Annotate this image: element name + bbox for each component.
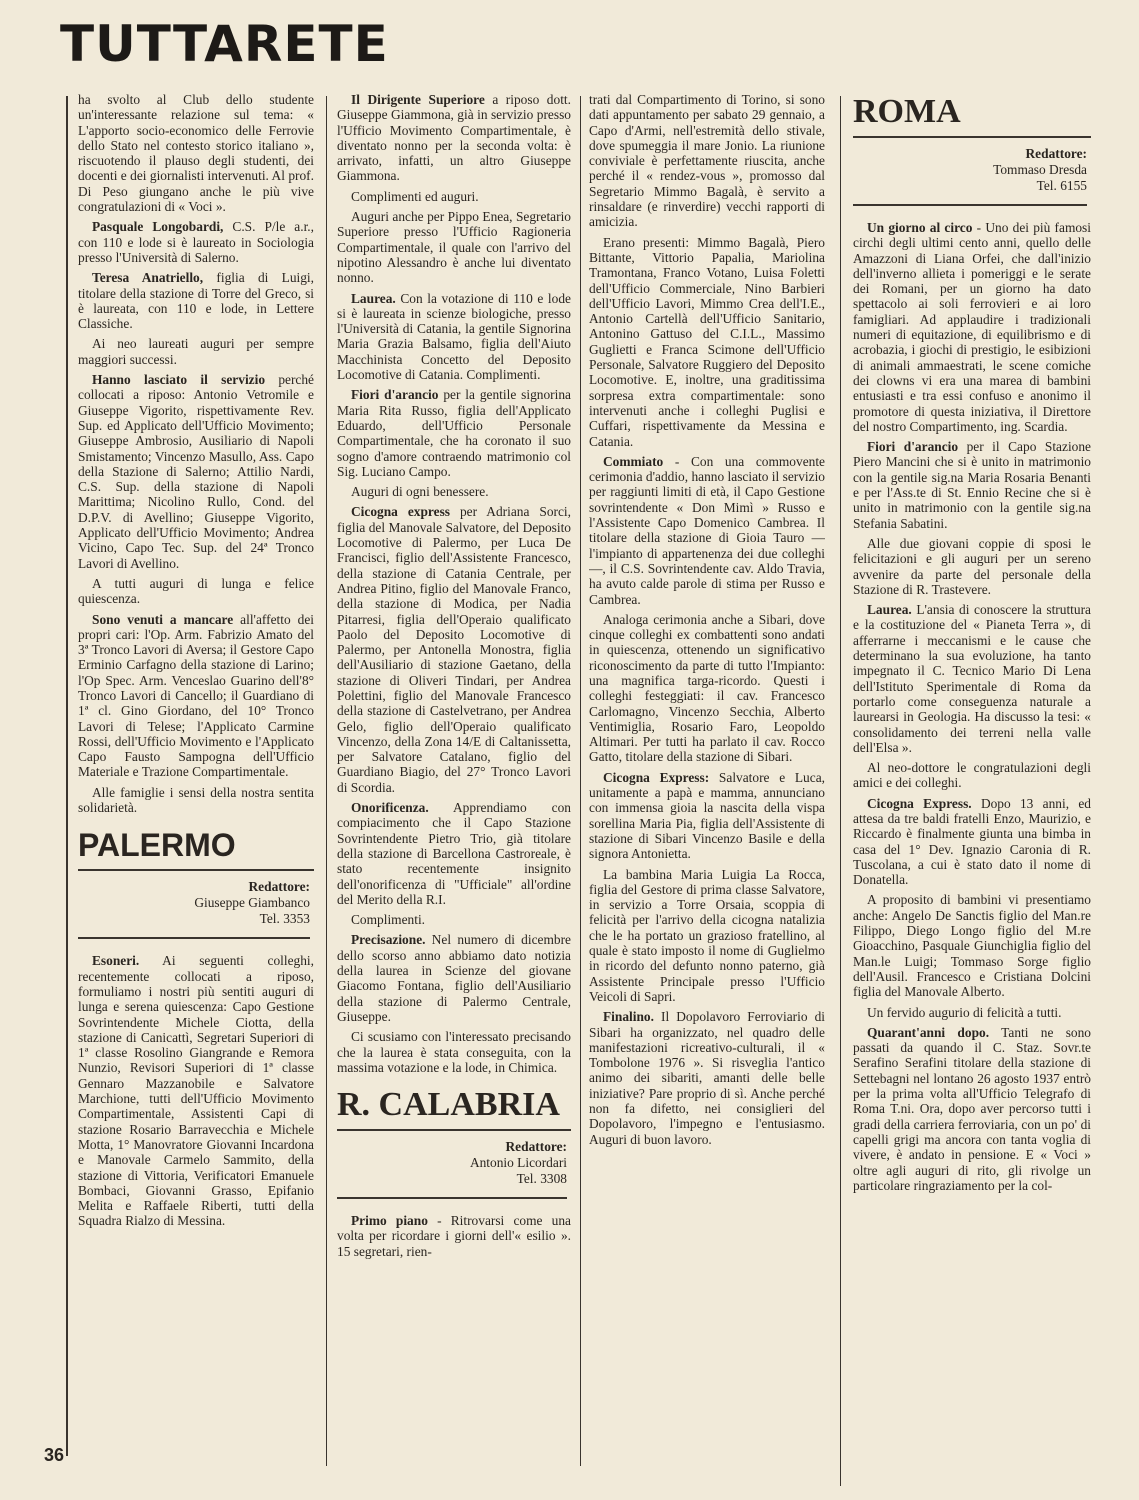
paragraph: Cicogna Express: Salvatore e Luca, unitamente a papà e mamma, annunciano con immensa gioia la nascita della vispa sorellina Maria Pia, figlia dell'Assistente di stazione di Sibari Vincenzo Basile e della signora Antonietta. <box>589 769 825 862</box>
section-title-palermo: PALERMO <box>78 825 314 871</box>
editor-label: Redattore: <box>505 1139 567 1155</box>
editor-tel: Tel. 3308 <box>516 1171 567 1187</box>
paragraph: Erano presenti: Mimmo Bagalà, Piero Bittante, Vittorio Papalia, Mariolina Tramontana, Franco Votano, Luisa Foletti dell'Ufficio Commerciale, Nino Barbieri dell'Ufficio Lavori, Mimmo Crea dell'I.E., Antonio Cartellà dell'Ufficio Sanitario, Antonino Gattuso del C.I.L., Massimo Guglietti e Franca Scimone dell'Ufficio Personale, Salvatore Ruggiero del Deposito Locomotive. E, inoltre, una graditissima sorpresa extra compartimentale: sono intervenuti anche i colleghi Puglisi e Cuffari, rispettivamente da Messina e Catania. <box>589 234 825 449</box>
paragraph: Un giorno al circo - Uno dei più famosi circhi degli ultimi cento anni, quello delle Amazzoni di Liana Orfei, che dall'inizio dell'inverno allieta i pomeriggi e le serate dei Romani, per un giorno ha dato spettacolo ai soli ferrovieri e ai loro famigliari. Ad applaudire i tradizionali numeri di equitazione, di equilibrismo e di acrobazia, i giochi di prestigio, le esibizioni di animali ammaestrati, le scene comiche dei clowns vi era una marea di bambini entusiasti e tra essi confuso e anonimo il promotore di questa iniziativa, il Direttore del nostro Compartimento, ing. Scardia. <box>853 220 1091 434</box>
paragraph: Ai neo laureati auguri per sempre maggiori successi. <box>78 336 314 367</box>
column-1 <box>78 92 314 1462</box>
paragraph: Il Dirigente Superiore a riposo dott. Giuseppe Giammona, già in servizio presso l'Ufficio Movimento Compartimentale, è diventato nonno per la seconda volta: è arrivato, infatti, un altro Giuseppe Giammona. <box>337 92 571 184</box>
column-3 <box>589 92 825 1467</box>
paragraph: trati dal Compartimento di Torino, si sono dati appuntamento per sabato 29 gennaio, a Capo d'Armi, nell'estremità dello stivale, dove spumeggia il mare Jonio. La riunione conviviale è perfettamente riuscita, anche perché il « rendez-vous », promosso dal Segretario Mimmo Bagalà, è servito a rinsaldare (e rinverdire) vecchi rapporti di amicizia. <box>589 92 825 230</box>
editor-box <box>853 146 1087 206</box>
paragraph: A proposito di bambini vi presentiamo anche: Angelo De Sanctis figlio del Man.re Filippo, Diego Longo figlio del M.re Gioacchino, Pasquale Giunchiglia figlio del Man.le Luigi; Tommaso Sorge figlio dell'Ausil. Francesco e Cristiana Dolcini figlia del Manovale Alberto. <box>853 892 1091 1000</box>
section-title-roma: ROMA <box>853 92 1091 138</box>
column-4 <box>853 92 1091 1487</box>
paragraph: Complimenti. <box>351 912 426 928</box>
column-rule <box>326 96 327 1466</box>
paragraph: Ci scusiamo con l'interessato precisando che la laurea è stata conseguita, con la massima votazione e la lode, in Chimica. <box>337 1029 571 1075</box>
section-title-calabria: R. CALABRIA <box>337 1085 571 1131</box>
paragraph: Finalino. Il Dopolavoro Ferroviario di Sibari ha organizzato, nel quadro delle manifestazioni ricreativo-culturali, il « Tombolone 1976 ». Si risveglia l'antico animo dei sibariti, amanti delle belle iniziative? Pare proprio di sì. Anche perché non fa difetto, nei consiglieri del Dopolavoro, l'impegno e l'entusiasmo. Auguri di buon lavoro. <box>589 1009 825 1147</box>
editor-tel: Tel. 6155 <box>1036 178 1087 193</box>
editor-name: Antonio Licordari <box>469 1155 567 1171</box>
paragraph: ha svolto al Club dello studente un'interessante relazione sul tema: « L'apporto socio-economico delle Ferrovie dello Stato nel contesto storico italiano », riscuotendo il plauso degli studenti, dei docenti e dei giornalisti intervenuti. Al prof. Di Peso giungano anche le più vive congratulazioni di « Voci ». <box>78 92 314 215</box>
paragraph: Hanno lasciato il servizio perché collocati a riposo: Antonio Vetromile e Giuseppe Vigorito, rispettivamente Rev. Sup. ed Applicato dell'Ufficio Movimento; Giuseppe Ambrosio, Ausiliario di Napoli Smistamento; Vincenzo Masullo, Ass. Capo della Stazione di Salerno; Attilio Nardi, C.S. Sup. della stazione di Napoli Marittima; Nicolino Rullo, Cond. del D.P.V. di Avellino; Giuseppe Vigorito, Applicato dell'Ufficio Movimento; Andrea Vicino, Capo Tec. Sup. del 24ª Tronco Lavori di Avellino. <box>78 372 314 571</box>
column-rule <box>580 96 581 1466</box>
paragraph: Alle due giovani coppie di sposi le felicitazioni e gli auguri per un sereno avvenire da parte del personale della Stazione di R. Trastevere. <box>853 535 1091 597</box>
paragraph: Precisazione. Nel numero di dicembre dello scorso anno abbiamo dato notizia della laurea in Scienze del giovane Giacomo Fontana, figlio dell'Ausiliario della stazione di Palermo Centrale, Giuseppe. <box>337 932 571 1024</box>
paragraph: Cicogna express per Adriana Sorci, figlia del Manovale Salvatore, del Deposito Locomotive di Palermo, per Luca De Francisci, figlio dell'Assistente Francesco, della stazione di Catania Centrale, per Andrea Pitino, figlio del Manovale Franco, della stazione di Modica, per Nadia Pitarresi, figlia dell'Operaio qualificato Paolo del Deposito Locomotive di Palermo, per Antonella Monostra, figlia dell'Ausiliario di stazione Gaetano, della stazione di Oliveri Tindari, per Andrea Polettini, figlio del Manovale Francesco della stazione di Castelvetrano, per Andrea Gelo, figlio dell'Operaio qualificato Vincenzo, della Zona 14/E di Caltanissetta, per Salvatore Catalano, figlio del Guardiano Biagio, del 27° Tronco Lavori di Scordia. <box>337 504 571 795</box>
paragraph: Auguri di ogni benessere. <box>351 484 489 500</box>
paragraph: A tutti auguri di lunga e felice quiescenza. <box>78 575 314 607</box>
paragraph: Commiato - Con una commovente cerimonia d'addio, hanno lasciato il servizio per raggiunti limiti di età, il Capo Gestione sovrintendente « Don Mimì » Russo e l'Assistente Capo Domenico Cambrea. Il titolare della stazione di Gioia Tauro — l'impianto di appartenenza dei due colleghi —, il C.S. Sovrintendente cav. Aldo Travia, ha avuto calde parole di stima per Russo e Cambrea. <box>589 453 825 607</box>
paragraph: Auguri anche per Pippo Enea, Segretario Superiore presso l'Ufficio Ragioneria Compartimentale, il quale con l'arrivo del nipotino Alessandro è anche lui diventato nonno. <box>337 209 571 286</box>
editor-name: Giuseppe Giambanco <box>194 895 310 911</box>
paragraph: Fiori d'arancio per il Capo Stazione Piero Mancini che si è unito in matrimonio con la gentile sig.na Maria Rosaria Benanti e per l'Ass.te di St. Ennio Recine che si è unito in matrimonio con la gentile sig.na Stefania Sabatini. <box>853 439 1091 531</box>
editor-box <box>78 879 310 939</box>
paragraph: Primo piano - Ritrovarsi come una volta per ricordare i giorni dell'« esilio ». 15 segretari, rien- <box>337 1213 571 1259</box>
paragraph: Laurea. Con la votazione di 110 e lode si è laureata in scienze biologiche, presso l'Università di Catania, la gentile Signorina Maria Grazia Balsamo, figlia dell'Aiuto Macchinista Concetto del Deposito Locomotive di Catania. Complimenti. <box>337 290 571 383</box>
paragraph: Esoneri. Ai seguenti colleghi, recentemente collocati a riposo, formuliamo i nostri più sentiti auguri di lunga e serena quiescenza: Capo Gestione Sovrintendente Michele Ciotta, della stazione di Canicattì, Segretari Superiori di 1ª classe Rosolino Giangrande e Remora Nunzio, Revisori Superiori di 1ª classe Gennaro Mazzanobile e Salvatore Marchione, tutti dell'Ufficio Movimento Compartimentale, Assistenti Capi di stazione Rosario Barravecchia e Michele Motta, 1° Manovratore Giovanni Incardona e Manovale Carmelo Sammito, della stazione di Vittoria, Verificatori Emanuele Bombaci, Giovanni Grasso, Epifanio Melita e Raffaele Riberti, tutti della Squadra Rialzo di Messina. <box>78 953 314 1229</box>
column-rule <box>840 96 841 1486</box>
paragraph: Cicogna Express. Dopo 13 anni, ed attesa da tre baldi fratelli Enzo, Maurizio, e Riccardo è finalmente giunta una bimba in casa del 1° Dev. Ignazio Caronia di R. Tuscolana, a cui è stato dato il nome di Donatella. <box>853 795 1091 888</box>
masthead: TUTTARETE <box>60 15 389 73</box>
paragraph: Un fervido augurio di felicità a tutti. <box>867 1004 1062 1020</box>
editor-name: Tommaso Dresda <box>993 162 1087 177</box>
paragraph: Analoga cerimonia anche a Sibari, dove cinque colleghi ex combattenti sono andati in quiescenza, ottenendo un significativo riconoscimento da parte di tutto l'Impianto: una magnifica targa-ricordo. Questi i colleghi festeggiati: il cav. Francesco Carlomagno, Vincenzo Secchia, Alberto Ventimiglia, Rosario Faro, Leopoldo Altimari. Per tutti ha parlato il cav. Rocco Gatto, titolare della stazione di Sibari. <box>589 611 825 765</box>
editor-label: Redattore: <box>1025 146 1087 161</box>
paragraph: Laurea. L'ansia di conoscere la struttura e la costituzione del « Pianeta Terra », di afferrarne i meccanismi e le cause che determinano la sua evoluzione, ha tanto impegnato il C. Tecnico Mario Di Lena dell'Istituto Sperimentale di Roma da portarlo come conseguenza naturale a laurearsi in Geologia. Ha discusso la tesi: « consolidamento dei terreni nella valle dell'Elsa ». <box>853 602 1091 755</box>
column-rule <box>66 96 68 1456</box>
paragraph: Teresa Anatriello, figlia di Luigi, titolare della stazione di Torre del Greco, si è laureata, con 110 e lode, in Lettere Classiche. <box>78 270 314 332</box>
editor-box <box>337 1139 567 1199</box>
paragraph: Quarant'anni dopo. Tanti ne sono passati da quando il C. Staz. Sovr.te Serafino Serafini titolare della stazione di Settebagni nel lontano 26 agosto 1937 entrò per la prima volta all'Ufficio Telegrafo di Roma T.ni. Ora, dopo aver percorso tutti i gradi della carriera ferroviaria, con un po' di capelli grigi ma ancora con tanta voglia di vivere, è andato in pensione. E « Voci » oltre agli auguri di rito, gli rivolge un particolare ringraziamento per la col- <box>853 1024 1091 1193</box>
paragraph: Pasquale Longobardi, C.S. P/le a.r., con 110 e lode si è laureato in Sociologia presso l'Università di Salerno. <box>78 219 314 265</box>
editor-tel: Tel. 3353 <box>259 911 310 927</box>
paragraph: Al neo-dottore le congratulazioni degli amici e dei colleghi. <box>853 760 1091 791</box>
paragraph: Alle famiglie i sensi della nostra sentita solidarietà. <box>78 784 314 816</box>
paragraph: Onorificenza. Apprendiamo con compiacimento che il Capo Stazione Sovrintendente Pietro Trio, già titolare della stazione di Barcellona Castroreale, è stato recentemente insignito dell'onorificenza di "Ufficiale" all'ordine del Merito della R.I. <box>337 800 571 907</box>
paragraph: Complimenti ed auguri. <box>351 188 479 204</box>
paragraph: La bambina Maria Luigia La Rocca, figlia del Gestore di prima classe Salvatore, in servizio a Torre Orsaia, scoppia di felicità per l'arrivo della cicogna natalizia che le ha portato un graziosо fratellino, al quale è stato imposto il nome di Guglielmo in ricordo del defunto nonno paterno, già Assistente Principale presso l'Ufficio Veicoli di Sapri. <box>589 866 825 1004</box>
paragraph: Sono venuti a mancare all'affetto dei propri cari: l'Op. Arm. Fabrizio Amato del 3ª Tronco Lavori di Aversa; il Gestore Capo Erminio Carfagno della stazione di Larino; l'Op Spec. Arm. Venceslao Guarino dell'8° Tronco Lavori di Cancello; il Guardiano di 1ª cl. Gino Giordano, del 10° Tronco Lavori di Telese; l'Applicato Carmine Rossi, dell'Ufficio Movimento e l'Applicato Capo Fausto Sampogna dell'Ufficio Materiale e Trazione Compartimentale. <box>78 611 314 780</box>
editor-label: Redattore: <box>248 879 310 895</box>
paragraph: Fiori d'arancio per la gentile signorina Maria Rita Russo, figlia dell'Applicato Eduardo, dell'Ufficio Personale Compartimentale, che ha coronato il suo sogno d'amore contraendo matrimonio col Sig. Luciano Campo. <box>337 387 571 479</box>
page-number: 36 <box>44 1445 65 1465</box>
column-2 <box>337 92 571 1467</box>
